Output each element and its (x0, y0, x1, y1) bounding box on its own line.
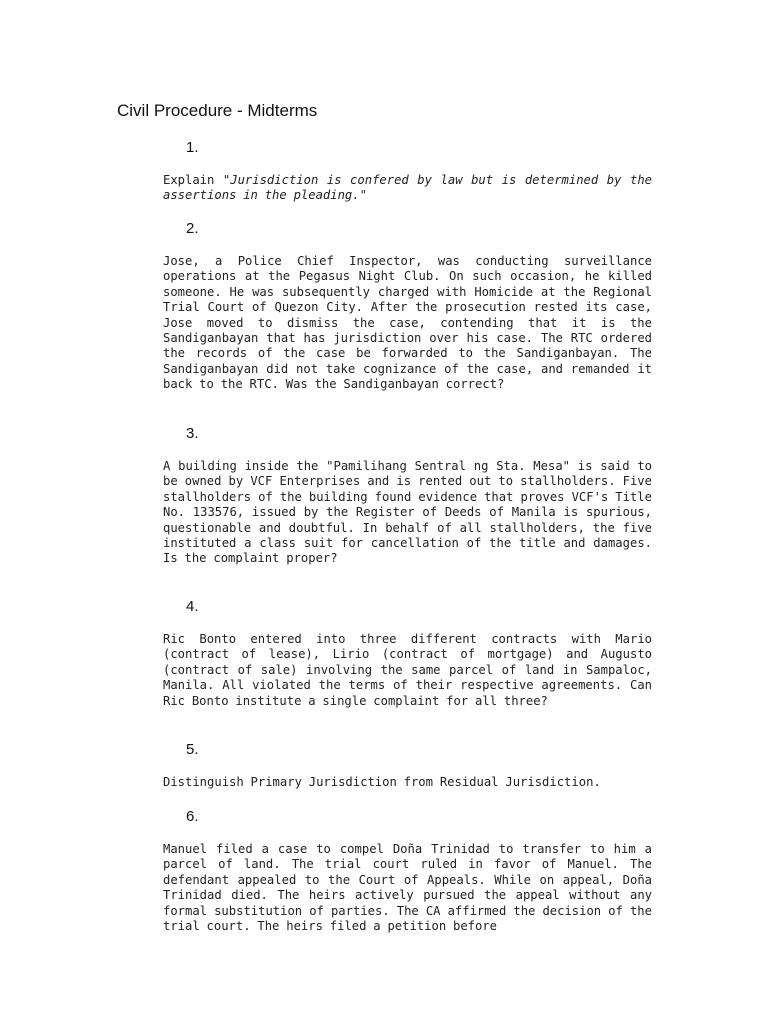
question-6-text: Manuel filed a case to compel Doña Trinidad to transfer to him a parcel of land. The trial court ruled in favor of Manuel. The defendant appealed to the Court of Appeals. While on appeal, Doña Trinidad died. The heirs actively pursued the appeal without any formal substitution of parties. The CA affirmed the decision of the trial court. The heirs filed a petition before (163, 842, 652, 934)
question-1-prefix: Explain " (163, 173, 231, 187)
question-4-number: 4. (186, 598, 199, 615)
question-1-quote: Jurisdiction is confered by law but is determined by the assertions in the pleading. (163, 173, 652, 203)
question-3-number: 3. (186, 425, 199, 442)
question-2-text: Jose, a Police Chief Inspector, was conducting surveillance operations at the Pegasus Night Club. On such occasion, he killed someone. He was subsequently charged with Homicide at the Regional Trial Court of Quezon City. After the prosecution rested its case, Jose moved to dismiss the case, contending that it is the Sandiganbayan that has jurisdiction over his case. The RTC ordered the records of the case be forwarded to the Sandiganbayan. The Sandiganbayan did not take cognizance of the case, and remanded it back to the RTC. Was the Sandiganbayan correct? (163, 254, 652, 392)
question-6-number: 6. (186, 808, 199, 825)
question-3-text: A building inside the "Pamilihang Sentral ng Sta. Mesa" is said to be owned by VCF Enterprises and is rented out to stallholders. Five stallholders of the building found evidence that proves VCF's Title No. 133576, issued by the Register of Deeds of Manila is spurious, questionable and doubtful. In behalf of all stallholders, the five instituted a class suit for cancellation of the title and damages. Is the complaint proper? (163, 459, 652, 566)
question-2-number: 2. (186, 220, 199, 237)
question-5-number: 5. (186, 741, 199, 758)
question-5-text: Distinguish Primary Jurisdiction from Residual Jurisdiction. (163, 775, 601, 789)
question-1-text (163, 173, 652, 204)
question-1-suffix: " (359, 188, 367, 203)
document-title: Civil Procedure - Midterms (117, 101, 318, 120)
question-4-text: Ric Bonto entered into three different contracts with Mario (contract of lease), Lirio (contract of mortgage) and Augusto (contract of sale) involving the same parcel of land in Sampaloc, Manila. All violated the terms of their respective agreements. Can Ric Bonto institute a single complaint for all three? (163, 632, 652, 708)
question-1-number: 1. (186, 139, 199, 156)
